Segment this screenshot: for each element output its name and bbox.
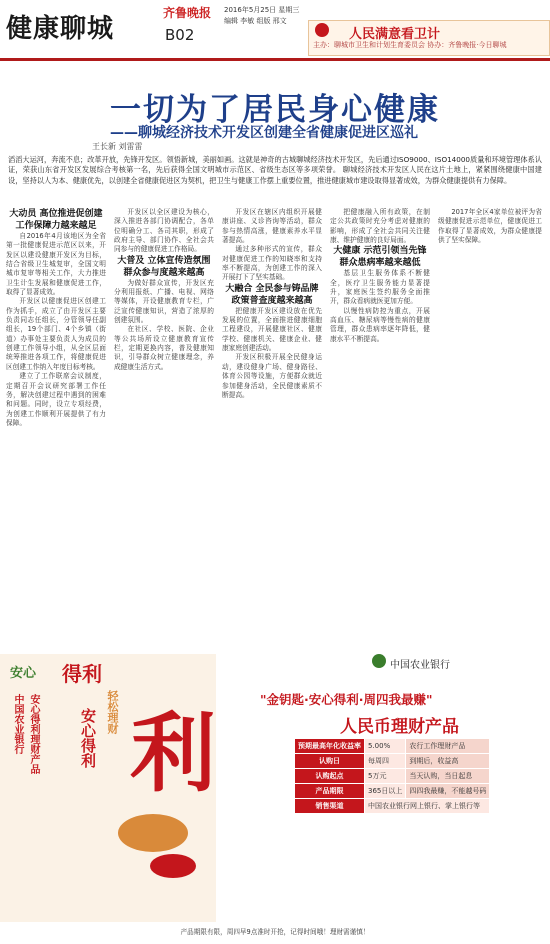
paragraph: 为做好群众宣传，开发区充分利用报纸、广播、电视、网络等媒体，开设健康教育专栏，广泛宣传健康知识，营造了浓厚的创建氛围。 (114, 278, 214, 325)
ad-big-character: 利 (130, 703, 216, 804)
editors-line: 编辑 李敏 组版 邢文 (224, 17, 287, 25)
table-value: 365日以上 (365, 784, 406, 799)
page-header (0, 0, 550, 58)
paragraph: 开发区在辖区内组织开展健康讲座、义诊咨询等活动，群众参与热情高涨，健康素养水平显著提高。 (222, 208, 322, 245)
ad-vertical-easy: 轻松理财 (106, 690, 119, 734)
ad-left-panel (0, 654, 216, 922)
table-row (295, 754, 490, 769)
table-label: 预期最高年化收益率 (295, 739, 365, 754)
paragraph: 自2016年4月该地区为全省第一批健康促进示范区以来，开发区以建设健康开发区为目标，结合省级卫生城复审，全国文明城市复审等相关工作，大力推进卫生计生发展和健康促进工作，取得了显著成效。 (6, 232, 106, 297)
bank-advertisement (0, 646, 550, 944)
paragraph: 把健康融入所有政策，在制定公共政策时充分考虑对健康的影响，形成了全社会共同关注健康、维护健康的良好局面。 (330, 208, 430, 245)
article-column-1 (6, 208, 106, 638)
table-row (295, 799, 490, 814)
table-row (295, 784, 490, 799)
paragraph: 在社区、学校、医院、企业等公共场所设立健康教育宣传栏，定期更换内容，普及健康知识，引导群众树立健康理念，养成健康生活方式。 (114, 325, 214, 371)
lead-text: 滔滔大运河，奔流不息；改革开放，先锋开发区。领悟新城，美丽如画。这就是神奇的古城聊城经济技术开发区，先后通过ISO9000、ISO14000质量和环境管理体系认证，荣获山东省开发区发展综合考核第一名，先后获得全国文明城市示范区、省级生态区等多项荣誉。 (8, 155, 542, 175)
paragraph: 以慢性病防控为重点，开展高血压、糖尿病等慢性病的健康管理，群众患病率逐年降低，健康水平不断提高。 (330, 306, 430, 343)
section-heading: 大普及 立体宣传造氛围 群众参与度越来越高 (117, 255, 211, 278)
table-label: 认购日 (295, 754, 365, 769)
article-column-2 (114, 208, 214, 638)
paragraph: 建立了工作联席会议制度，定期召开会议研究部署工作任务，解决创建过程中遇到的困难和问题。同时，设立专项经费，为创建工作顺利开展提供了有力保障。 (6, 372, 106, 427)
section-heading: 大健康 示范引领当先锋 群众患病率越来越低 (333, 246, 427, 269)
ad-brand-deli: 得利 (62, 662, 102, 686)
paragraph: 开发区以全区建设为核心，深入推进各部门协调配合，各单位明确分工、各司其职，形成了政府主导、部门协作、全社会共同参与的健康促进工作格局。 (114, 208, 214, 254)
koi-fish-icon (118, 814, 188, 852)
section-heading: 大动员 高位推进促创建 工作保障力越来越足 (9, 209, 103, 231)
table-note: 农行工作理财产品 (406, 739, 490, 754)
top-banner-ad (308, 20, 550, 56)
table-label: 产品期限 (295, 784, 365, 799)
header-rule (0, 58, 550, 61)
article-subheadline: ——聊城经济技术开发区创建全省健康促进区巡礼 (110, 125, 418, 141)
lead-text-2: 聊城经济技术开发区人民在这片土地上，紧紧围绕健康中国建设，坚持以人为本、健康优先，以创建全省健康促进区为契机，把卫生与健康工作摆上重要位置，推进健康城市建设取得显著成效，为群众健康提供有力保障。 (8, 165, 542, 185)
paragraph: 开发区积极开展全民健身运动，建设健身广场、健身路径、体育公园等设施，方便群众就近参加健身活动，全民健康素质不断提高。 (222, 353, 322, 399)
ad-footer-note: 产品期限有限，周四早9点准时开抢，记得时间哦！理财需谨慎！ (180, 928, 370, 936)
paragraph: 通过多种形式的宣传，群众对健康促进工作的知晓率和支持率不断提高，为创建工作的深入开展打下了坚实基础。 (222, 245, 322, 282)
section-heading: 大融合 全民参与铸品牌 政策普查度越来越高 (225, 283, 319, 306)
ad-brand-anxin: 安心 (10, 666, 37, 681)
ad-slogan: "金钥匙·安心得利·周四我最赚" (260, 692, 433, 707)
date-line: 2016年5月25日 星期三 (224, 6, 300, 14)
bank-logo-icon (372, 654, 386, 668)
table-value: 中国农业银行网上银行、掌上银行等 (365, 799, 490, 814)
paragraph: 开发区以健康促进区创建工作为抓手，成立了由开发区主要负责同志任组长，分管领导任副组长，19个部门、4个乡镇（街道）办事处主要负责人为成员的创建工作领导小组，从全区层面统筹推进各项工作，将健康促进区创建工作纳入年度目标考核。 (6, 297, 106, 371)
banner-subtitle: 主办：聊城市卫生和计划生育委员会 协办：齐鲁晚报·今日聊城 (313, 41, 507, 49)
table-label: 销售渠道 (295, 799, 365, 814)
article-lead (8, 155, 542, 186)
paragraph: 把健康开发区建设放在优先发展的位置，全面推进健康细胞工程建设，开展健康社区、健康学校、健康机关、健康企业、健康家庭创建活动。 (222, 306, 322, 353)
ad-vertical-product: 安心得利理财产品 (28, 694, 39, 774)
table-note: 到期后，收益高 (406, 754, 490, 769)
article-byline: 王长新 刘雷雷 (92, 142, 143, 151)
article-column-3 (222, 208, 322, 638)
koi-fish-icon (150, 854, 196, 878)
article-column-4 (330, 208, 430, 638)
paragraph: 2017年全区4家单位被评为省级健康促进示范单位，健康促进工作取得了显著成效，为群众健康提供了坚实保障。 (438, 208, 542, 245)
table-row (295, 739, 490, 754)
masthead-logo: 齐鲁晚报 (163, 6, 212, 20)
table-note: 四四我最赚，不能越号码 (406, 784, 490, 799)
table-value: 每周四 (365, 754, 406, 769)
paragraph: 基层卫生服务体系不断健全，医疗卫生服务能力显著提升，家庭医生签约服务全面推开，群众看病就医更加方便。 (330, 269, 430, 306)
ad-vertical-bank: 中国农业银行 (12, 694, 23, 754)
article-headline: 一切为了居民身心健康 (110, 92, 440, 128)
page-number: B02 (165, 26, 195, 44)
ad-product-title: 人民币理财产品 (340, 717, 459, 737)
table-value: 5.00% (365, 739, 406, 754)
bank-name: 中国农业银行 (390, 660, 450, 671)
ad-vertical-anxin: 安心得利 (79, 708, 97, 768)
product-table (294, 738, 490, 814)
table-value: 5万元 (365, 769, 406, 784)
banner-title: 人民满意看卫计 (349, 27, 441, 42)
table-note: 当天认购，当日起息 (406, 769, 490, 784)
table-label: 认购起点 (295, 769, 365, 784)
column-name: 健康聊城 (6, 14, 115, 44)
banner-logo-icon (315, 23, 329, 37)
table-row (295, 769, 490, 784)
article-column-5 (438, 208, 542, 638)
